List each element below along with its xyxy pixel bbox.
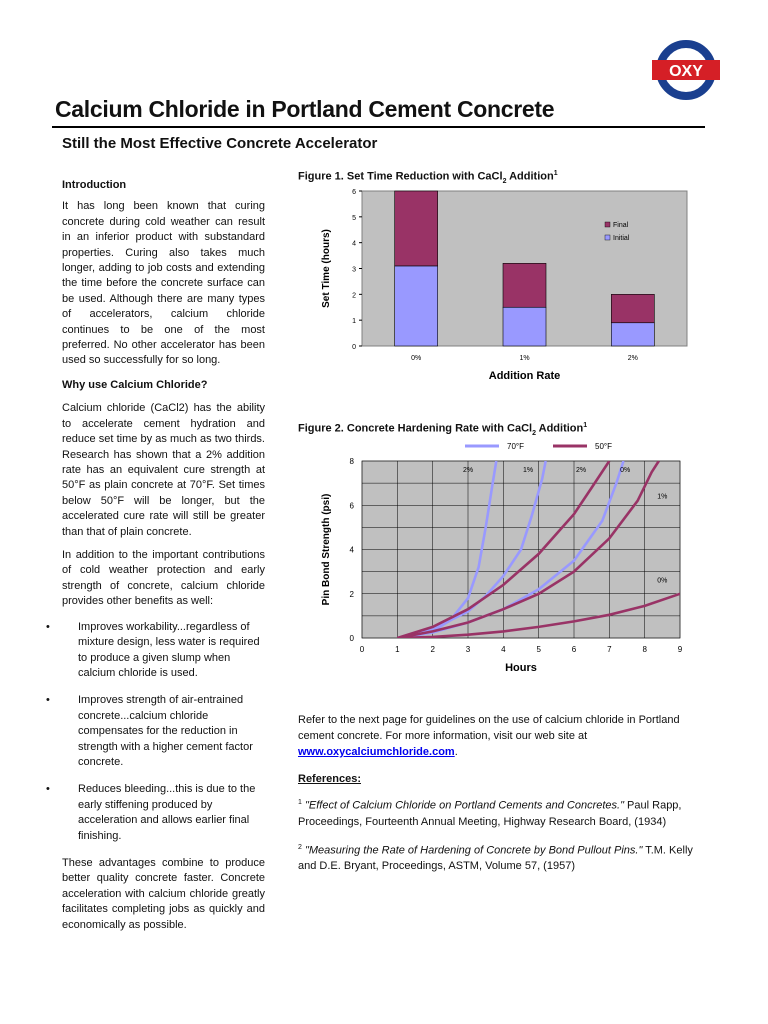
x-tick-label: 2%: [627, 355, 638, 362]
reference-number: 1: [298, 799, 302, 806]
caption-text: Figure 2. Concrete Hardening Rate with CaCl: [298, 422, 533, 435]
set-time-chart: [315, 182, 690, 387]
line-label: 2%: [462, 467, 474, 475]
x-tick-label: 4: [501, 645, 506, 654]
line-label: 2%: [576, 467, 587, 475]
legend-label: 50°F: [595, 442, 612, 451]
x-tick-label: 5: [536, 645, 541, 654]
bar-final: [503, 263, 546, 307]
benefits-list: [62, 620, 265, 844]
benefit-item: • Reduces bleeding...this is due to the early stiffening produced by acceleration and allows earlier final finishing.: [62, 782, 265, 844]
y-tick-label: 4: [352, 240, 356, 248]
caption-footnote: 1: [553, 170, 558, 177]
intro-body: It has long been known that curing concrete during cold weather can result in an inferior product with substandard properties. Curing also takes much longer, adding to job costs and extending the time before the concrete surface can be used. Although there are many types of accelerators, calcium chloride continues to be one of the most preferred. No other accelerator has been used so successfully for so long.: [62, 200, 265, 367]
legend-swatch: [605, 222, 610, 227]
x-axis-title: Hours: [505, 662, 537, 674]
why-paragraph-1: Calcium chloride (CaCl2) has the ability to accelerate cement hydration and reduce set time by as much as two thirds. Research has shown that a 2% addition rate has an equivalent cure strength at 50°F as plain concrete at 70°F. Set times below 50°F will be longer, but the accelerated cure rate will still be greater than that of plain concrete.: [62, 402, 265, 538]
y-tick-label: 1: [352, 318, 356, 326]
caption-text: Addition: [536, 422, 584, 435]
reference-details: T.M. Kelly and D.E. Bryant, Proceedings, ASTM, Volume 57, (1957): [298, 844, 693, 873]
guidelines-text: Refer to the next page for guidelines on the use of calcium chloride in Portland cement concrete. For more information, visit our web site at: [298, 714, 680, 742]
y-tick-label: 6: [352, 189, 356, 196]
x-axis-title: Addition Rate: [488, 370, 561, 382]
x-tick-label: 0: [359, 645, 365, 654]
y-axis-title: Set Time (hours): [321, 229, 332, 308]
caption-sub: 2: [532, 429, 536, 437]
reference-number: 2: [298, 843, 302, 851]
x-tick-label: 9: [677, 645, 683, 654]
x-tick-label: 8: [642, 645, 647, 654]
line-label: 0%: [657, 577, 668, 585]
reference-item: [298, 795, 703, 830]
guidelines-paragraph: [298, 712, 703, 760]
figure-2-caption: [298, 422, 587, 437]
x-tick-label: 7: [607, 645, 612, 654]
x-tick-label: 2: [430, 645, 435, 654]
oxy-logo: [650, 34, 722, 106]
why-paragraph-2: In addition to the important contributions of cold weather protection and early strength of concrete, calcium chloride provides other benefits as well:: [62, 549, 265, 608]
reference-item: [298, 840, 703, 875]
page-subtitle: Still the Most Effective Concrete Accelerator: [62, 135, 378, 152]
x-tick-label: 0%: [411, 355, 422, 362]
x-tick-label: 3: [465, 645, 471, 654]
reference-title: "Measuring the Rate of Hardening of Concrete by Bond Pullout Pins.": [304, 844, 643, 857]
bar-final: [395, 191, 438, 266]
page-title: Calcium Chloride in Portland Cement Concrete: [55, 96, 555, 122]
y-tick-label: 2: [352, 292, 356, 300]
bar-final: [611, 294, 654, 322]
x-tick-label: 6: [571, 645, 577, 654]
bar-initial: [611, 323, 654, 346]
why-section: [62, 378, 265, 933]
y-axis-title: Pin Bond Strength (psi): [321, 493, 332, 606]
caption-sub: 2: [502, 177, 507, 185]
y-tick-label: 6: [349, 501, 354, 511]
y-tick-label: 8: [349, 457, 354, 466]
y-tick-label: 0: [352, 344, 356, 351]
reference-details: Paul Rapp, Proceedings, Fourteenth Annual Meeting, Highway Research Board, (1934): [298, 799, 682, 828]
references-section: [298, 771, 703, 874]
y-tick-label: 3: [352, 266, 356, 274]
y-tick-label: 0: [349, 634, 354, 643]
logo-text: OXY: [669, 63, 703, 80]
caption-text: Figure 1. Set Time Reduction with CaCl: [298, 170, 503, 183]
references-heading: References:: [298, 773, 361, 785]
line-label: 1%: [523, 467, 534, 475]
why-heading: Why use Calcium Chloride?: [62, 379, 208, 391]
benefit-item: • Improves workability...regardless of mixture design, less water is required to produce a given slump when calcium chloride is used.: [62, 620, 265, 682]
why-paragraph-3: These advantages combine to produce better quality concrete faster. Concrete acceleration with calcium chloride greatly facilitates completing jobs as quickly and economically as possible.: [62, 856, 265, 931]
introduction-section: [62, 178, 265, 369]
y-tick-label: 5: [352, 214, 356, 222]
bar-initial: [395, 266, 438, 346]
hardening-rate-chart: [315, 436, 695, 676]
intro-heading: Introduction: [62, 179, 127, 191]
line-label: 0%: [620, 467, 631, 475]
y-tick-label: 2: [349, 589, 354, 599]
title-rule: [52, 126, 705, 128]
legend-swatch: [605, 235, 610, 240]
x-tick-label: 1%: [519, 355, 530, 362]
legend-label: 70°F: [507, 442, 524, 451]
bar-initial: [503, 307, 546, 346]
line-label: 1%: [657, 493, 668, 501]
website-link[interactable]: www.oxycalciumchloride.com: [298, 746, 455, 758]
caption-text: Addition: [506, 170, 554, 183]
legend-label: Initial: [613, 235, 630, 242]
y-tick-label: 4: [349, 545, 354, 555]
reference-title: "Effect of Calcium Chloride on Portland Cements and Concretes.": [304, 799, 624, 812]
legend-label: Final: [613, 222, 629, 229]
caption-footnote: 1: [583, 422, 588, 429]
x-tick-label: 1: [395, 645, 400, 654]
benefit-item: • Improves strength of air-entrained concrete...calcium chloride compensates for the reduction in strength with a higher cement factor concrete.: [62, 693, 265, 770]
guidelines-end: .: [454, 746, 458, 758]
